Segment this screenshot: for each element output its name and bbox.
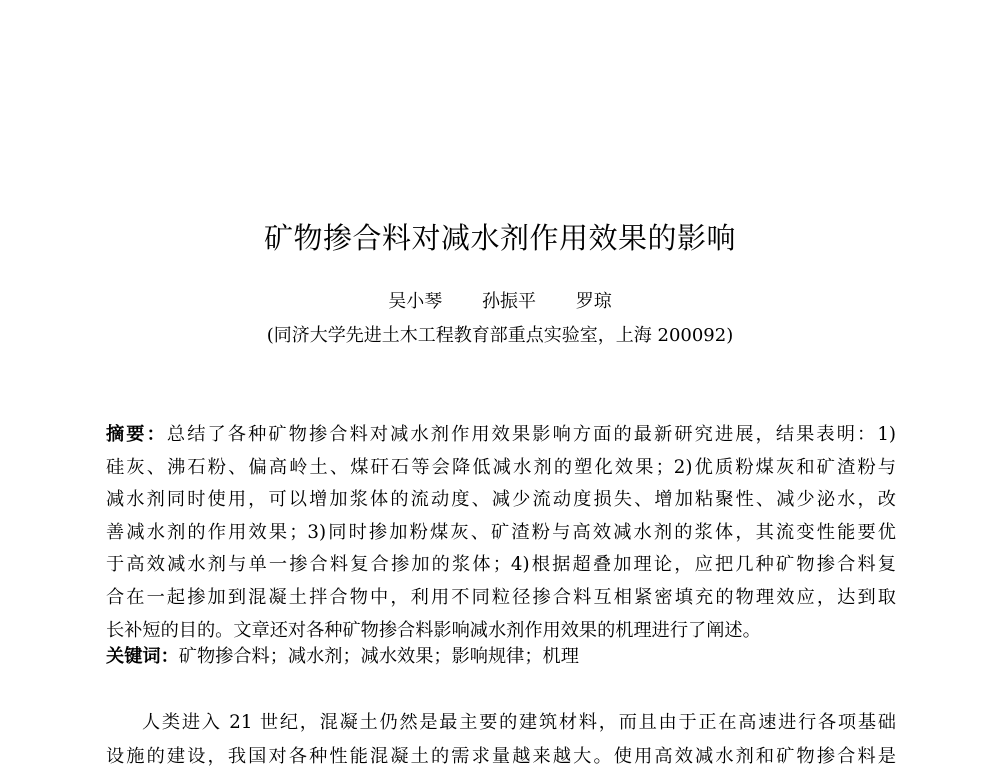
body-line: 人类进入 21 世纪，混凝土仍然是最主要的建筑材料，而且由于正在高速进行各项基础 (142, 712, 896, 733)
keywords-text: 矿物掺合料；减水剂；减水效果；影响规律；机理 (178, 646, 579, 667)
author-name: 罗琼 (575, 291, 612, 312)
abstract-line: 减水剂同时使用，可以增加浆体的流动度、减少流动度损失、增加粘聚性、减少泌水，改 (106, 489, 896, 511)
abstract-line: 硅灰、沸石粉、偏高岭土、煤矸石等会降低减水剂的塑化效果；2)优质粉煤灰和矿渣粉与 (106, 456, 896, 478)
affiliation: (同济大学先进土木工程教育部重点实验室，上海 200092) (266, 325, 734, 346)
abstract-line: 合在一起掺加到混凝土拌合物中，利用不同粒径掺合料互相紧密填充的物理效应，达到取 (106, 586, 896, 608)
body-line: 设施的建设，我国对各种性能混凝土的需求量越来越大。使用高效减水剂和矿物掺合料是 (106, 746, 896, 767)
body-paragraph (106, 706, 896, 774)
keywords (106, 643, 896, 671)
abstract-line (106, 419, 896, 452)
abstract-line: 善减水剂的作用效果；3)同时掺加粉煤灰、矿渣粉与高效减水剂的浆体，其流变性能要优 (106, 521, 896, 543)
author-list (0, 290, 1000, 314)
abstract-line: 于高效减水剂与单一掺合料复合掺加的浆体；4)根据超叠加理论，应把几种矿物掺合料复 (106, 554, 896, 576)
keywords-label: 关键词： (106, 646, 179, 667)
author-name: 孙振平 (482, 291, 536, 312)
abstract-label: 摘要： (106, 424, 167, 445)
abstract (106, 419, 896, 647)
abstract-text: 总结了各种矿物掺合料对减水剂作用效果影响方面的最新研究进展，结果表明：1) (166, 424, 896, 445)
author-name: 吴小琴 (388, 291, 443, 312)
abstract-line: 长补短的目的。文章还对各种矿物掺合料影响减水剂作用效果的机理进行了阐述。 (106, 619, 761, 641)
paper-title: 矿物掺合料对减水剂作用效果的影响 (263, 221, 736, 255)
